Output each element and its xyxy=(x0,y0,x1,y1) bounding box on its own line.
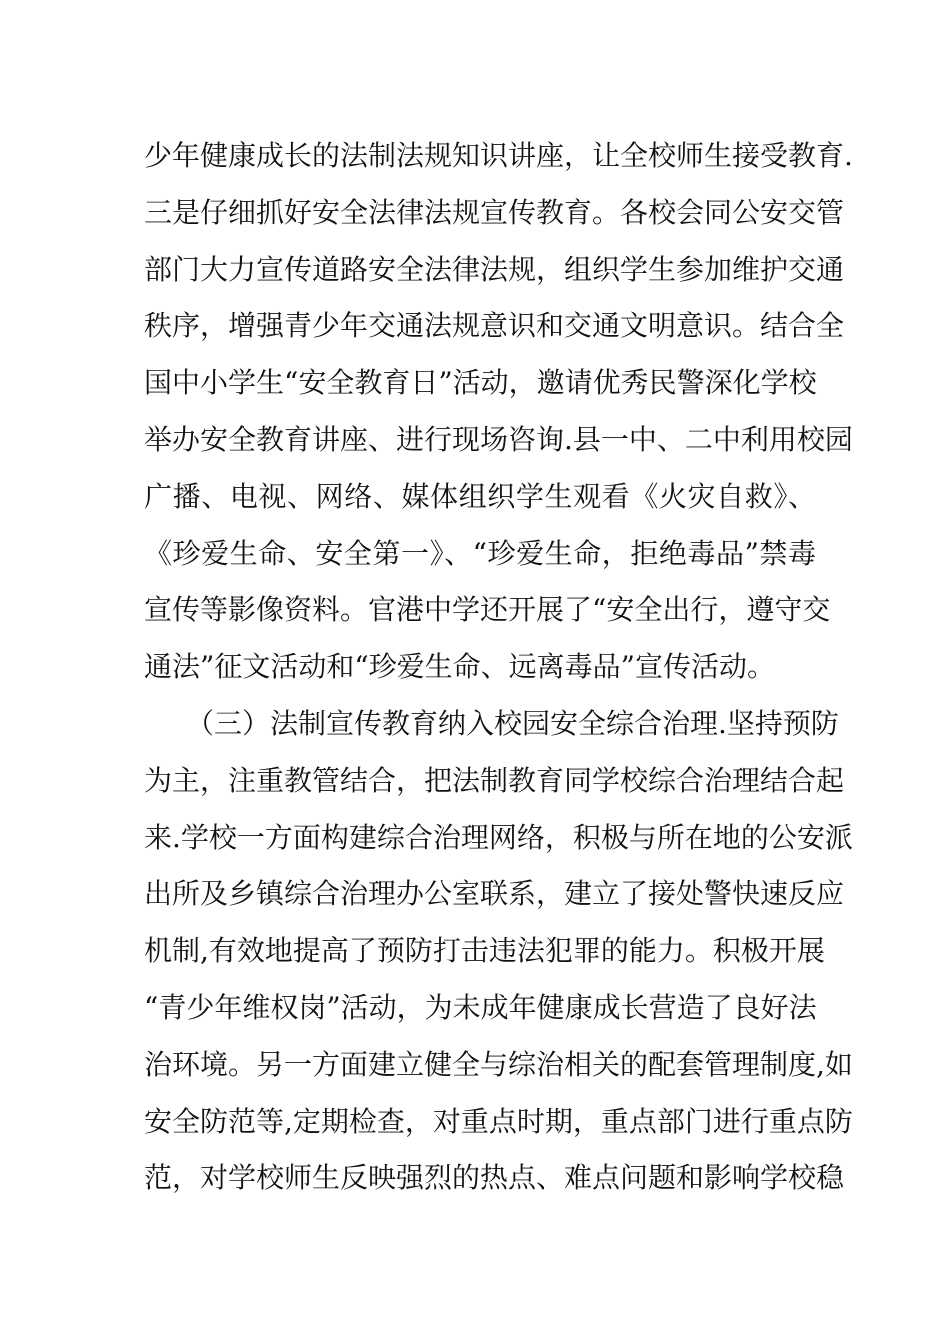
text-line: “青少年维权岗”活动，为未成年健康成长营造了良好法 xyxy=(144,990,817,1024)
text-line: 安全防范等,定期检查，对重点时期，重点部门进行重点防 xyxy=(144,1104,853,1138)
text-line: 机制,有效地提高了预防打击违法犯罪的能力。积极开展 xyxy=(144,934,825,968)
text-line: 部门大力宣传道路安全法律法规，组织学生参加维护交通 xyxy=(144,252,845,286)
text-line: 出所及乡镇综合治理办公室联系，建立了接处警快速反应 xyxy=(144,877,845,911)
text-line: （三）法制宣传教育纳入校园安全综合治理.坚持预防 xyxy=(144,706,839,740)
text-line: 举办安全教育讲座、进行现场咨询.县一中、二中利用校园 xyxy=(144,422,853,456)
text-line: 范，对学校师生反映强烈的热点、难点问题和影响学校稳 xyxy=(144,1161,845,1195)
text-line: 为主，注重教管结合，把法制教育同学校综合治理结合起 xyxy=(144,763,845,797)
text-line: 通法”征文活动和“珍爱生命、远离毒品”宣传活动。 xyxy=(144,650,775,684)
text-line: 治环境。另一方面建立健全与综治相关的配套管理制度,如 xyxy=(144,1047,853,1081)
body-text xyxy=(144,128,853,1207)
text-line: 来.学校一方面构建综合治理网络，积极与所在地的公安派 xyxy=(144,820,853,854)
text-line: 秩序，增强青少年交通法规意识和交通文明意识。结合全 xyxy=(144,309,845,343)
text-line: 少年健康成长的法制法规知识讲座，让全校师生接受教育. xyxy=(144,139,853,172)
text-line: 宣传等影像资料。官港中学还开展了“安全出行，遵守交 xyxy=(144,593,831,627)
text-line: 广播、电视、网络、媒体组织学生观看《火灾自救》、 xyxy=(144,479,816,513)
text-line: 《珍爱生命、安全第一》、“珍爱生命，拒绝毒品”禁毒 xyxy=(144,536,816,570)
text-line: 三是仔细抓好安全法律法规宣传教育。各校会同公安交管 xyxy=(144,195,845,229)
text-line: 国中小学生“安全教育日”活动，邀请优秀民警深化学校 xyxy=(144,366,817,400)
